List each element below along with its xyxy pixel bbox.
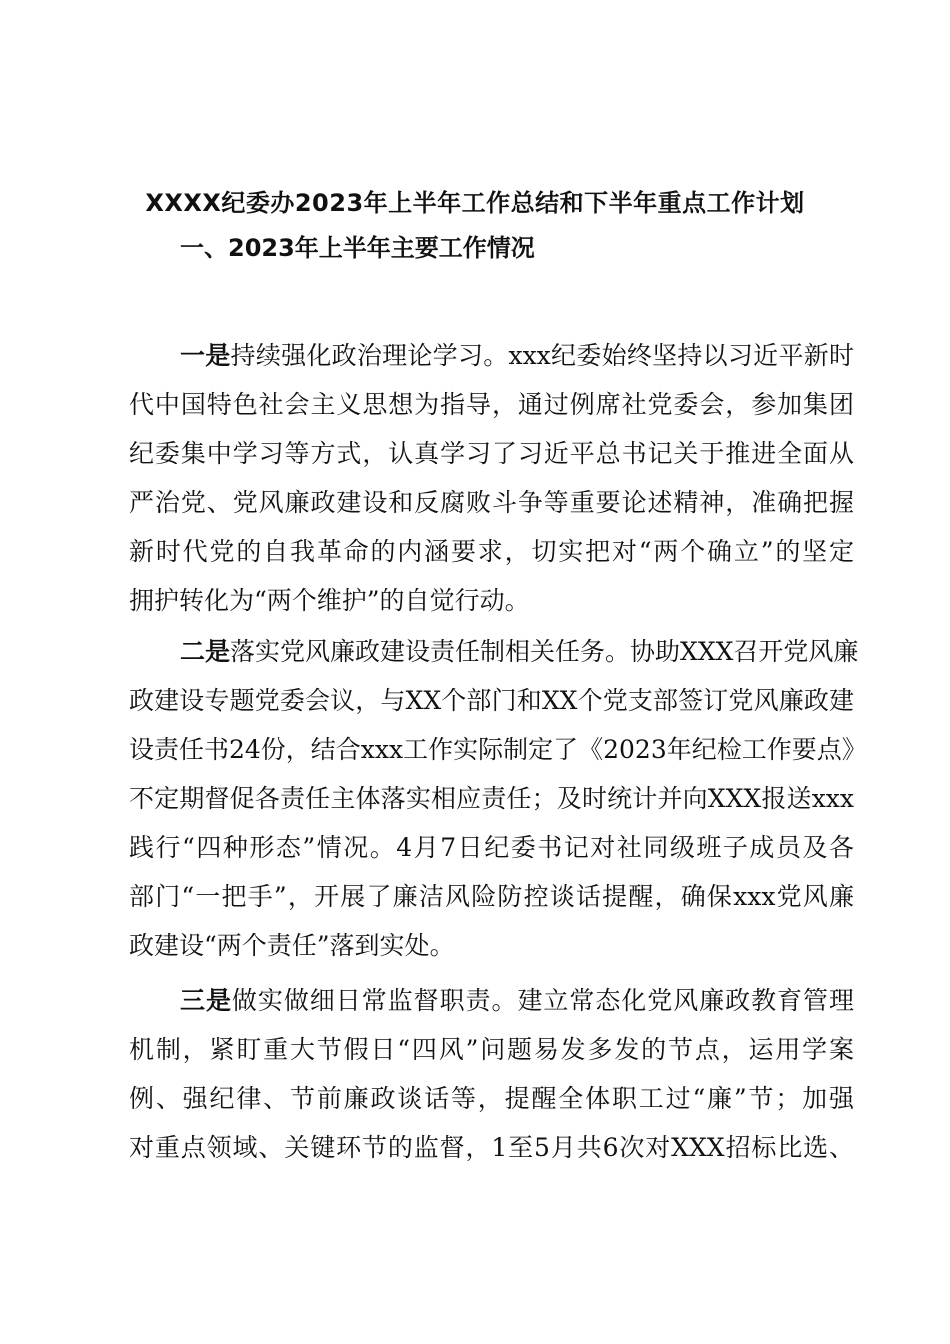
paragraph-2 (129, 627, 867, 970)
paragraph-line: 践行“四种形态”情况。4月7日纪委书记对社同级班子成员及各 (129, 833, 854, 862)
paragraph-lead: 一是 (180, 341, 231, 370)
paragraph-line: 例、强纪律、节前廉政谈话等，提醒全体职工过“廉”节；加强 (129, 1084, 854, 1113)
paragraph-line: 严治党、党风廉政建设和反腐败斗争等重要论述精神，准确把握 (129, 488, 854, 517)
paragraph-line: 新时代党的自我革命的内涵要求，切实把对“两个确立”的坚定 (129, 537, 854, 566)
paragraph-lead: 二是 (180, 637, 231, 666)
paragraph-lead: 三是 (180, 986, 232, 1015)
paragraph-line: 对重点领域、关键环节的监督，1至5月共6次对XXX招标比选、 (129, 1133, 854, 1162)
document-title: XXXX纪委办2023年上半年工作总结和下半年重点工作计划 (145, 189, 805, 217)
paragraph-3 (129, 976, 854, 1172)
paragraph-line: 政建设“两个责任”落到实处。 (129, 931, 455, 960)
paragraph-line: 三是做实做细日常监督职责。建立常态化党风廉政教育管理 (180, 986, 854, 1015)
paragraph-line: 不定期督促各责任主体落实相应责任；及时统计并向XXX报送xxx (129, 784, 854, 813)
paragraph-line: 代中国特色社会主义思想为指导，通过例席社党委会，参加集团 (129, 390, 854, 419)
paragraph-line: 设责任书24份，结合xxx工作实际制定了《2023年纪检工作要点》 (129, 735, 867, 764)
section-heading: 一、2023年上半年主要工作情况 (180, 234, 535, 262)
paragraph-line: 一是持续强化政治理论学习。xxx纪委始终坚持以习近平新时 (180, 341, 854, 370)
paragraph-1 (129, 331, 854, 625)
paragraph-line: 部门“一把手”，开展了廉洁风险防控谈话提醒，确保xxx党风廉 (129, 882, 854, 911)
paragraph-line: 拥护转化为“两个维护”的自觉行动。 (129, 586, 530, 615)
paragraph-line: 政建设专题党委会议，与XX个部门和XX个党支部签订党风廉政建 (129, 686, 854, 715)
paragraph-line: 纪委集中学习等方式，认真学习了习近平总书记关于推进全面从 (129, 439, 854, 468)
paragraph-line: 二是落实党风廉政建设责任制相关任务。协助XXX召开党风廉 (180, 637, 859, 666)
paragraph-line: 机制，紧盯重大节假日“四风”问题易发多发的节点，运用学案 (129, 1035, 854, 1064)
